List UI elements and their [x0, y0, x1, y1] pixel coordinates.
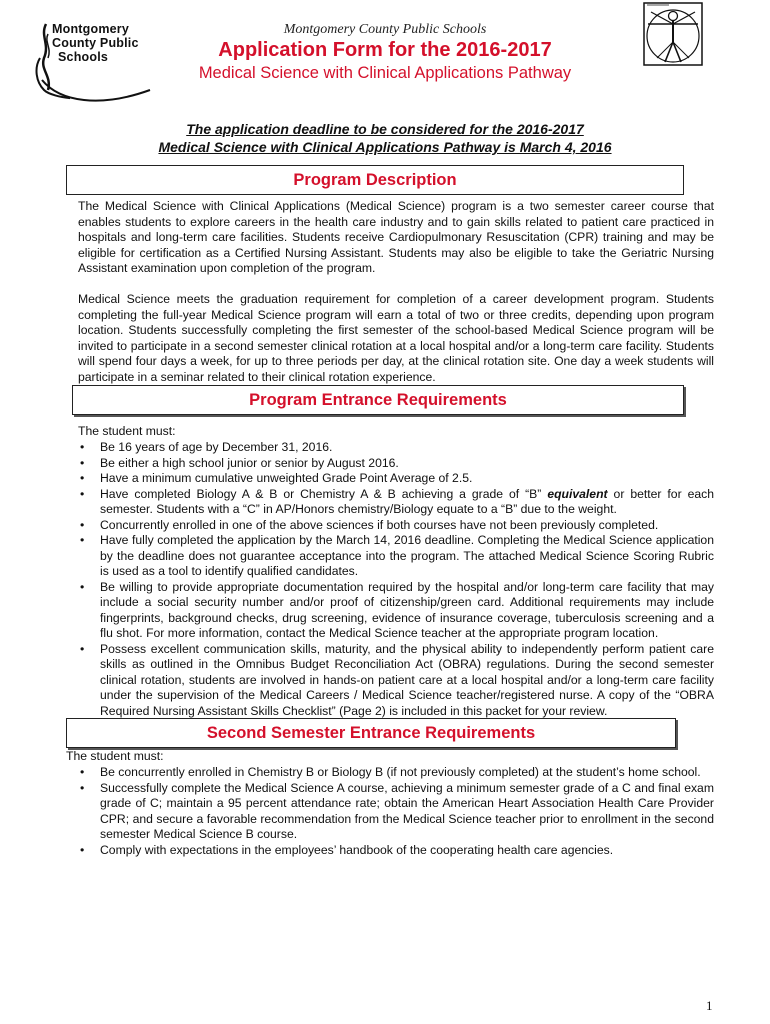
list-item: • Be willing to provide appropriate documentation required by the hospital and/or long-term care facility that may include a social security number and/or proof of citizenship/green card. Additional requirements may include fingerprints, background checks, drug screening, evidence of insurance coverage, tuberculosis screening and a flu shot. For more information, contact the Medical Science teacher at the appropriate program location. — [78, 580, 714, 642]
school-name: Montgomery County Public Schools — [283, 22, 487, 37]
list-item — [78, 487, 714, 518]
list-item: • Comply with expectations in the employees’ handbook of the cooperating health care agencies. — [78, 843, 714, 859]
second-semester-lead: The student must: — [66, 749, 164, 763]
list-item: • Concurrently enrolled in one of the above sciences if both courses have not been previously completed. — [78, 518, 714, 534]
deadline-line-1: The application deadline to be considered for the 2016-2017 — [186, 121, 584, 137]
second-semester-list — [78, 765, 714, 858]
list-item: • Have fully completed the application by the March 14, 2016 deadline. Completing the Medical Science application by the deadline does not guarantee acceptance into the program. The attached Medical Science Scoring Rubric is used as a tool to identify qualified candidates. — [78, 533, 714, 580]
entrance-requirements-list — [78, 440, 714, 719]
list-item: • Successfully complete the Medical Science A course, achieving a minimum semester grade of a C and final exam grade of C; maintain a 95 percent attendance rate; obtain the American Heart Association Health Care Provider CPR; and secure a favorable recommendation from the Medical Science teacher prior to enrollment in the second semester Medical Science B course. — [78, 781, 714, 843]
program-description-paragraph-1: The Medical Science with Clinical Applications (Medical Science) program is a two semester career course that enables students to explore careers in the health care industry and to gain skills related to patient care practiced in hospitals and long-term care facilities. Students receive Cardiopulmonary Resuscitation (CPR) training and may be eligible for certification as a Certified Nursing Assistant. Students may also be eligible to take the Geriatric Nursing Assistant examination upon completion of the program. — [78, 199, 714, 275]
page-title: Application Form for the 2016-2017 — [218, 39, 552, 61]
grade-requirement-text: Have completed Biology A & B or Chemistry A & B achieving a grade of “B” — [100, 486, 542, 501]
grade-requirement-text-cont: or better for each semester. Students with a “C” in AP/Honors chemistry/Biology equate to a “B” due to the weight. — [100, 486, 715, 516]
logo-line-2: County Public — [52, 36, 139, 50]
list-item: • Possess excellent communication skills, maturity, and the physical ability to independently perform patient care skills as outlined in the Omnibus Budget Reconciliation Act (OBRA) regulations. During the second semester clinical rotation, students are involved in hands-on patient care at a local hospital and/or a long-term care facility under the supervision of the Medical Careers / Medical Science teacher/registered nurse. A copy of the “OBRA Required Nursing Assistant Skills Checklist” (Page 2) is included in this packet for your review. — [78, 642, 714, 720]
equivalent-emphasis: equivalent — [547, 486, 608, 501]
deadline-line-2: Medical Science with Clinical Applications Pathway is March 4, 2016 — [158, 139, 612, 155]
program-description-heading: Program Description — [66, 165, 684, 195]
entrance-requirements-heading: Program Entrance Requirements — [72, 385, 684, 415]
entrance-requirements-lead: The student must: — [78, 424, 176, 438]
list-item: • Have a minimum cumulative unweighted Grade Point Average of 2.5. — [78, 471, 714, 487]
page-number: 1 — [706, 998, 713, 1013]
list-item: • Be either a high school junior or senior by August 2016. — [78, 456, 714, 472]
deadline-notice — [0, 120, 770, 156]
list-item: • Be concurrently enrolled in Chemistry B or Biology B (if not previously completed) at the student’s home school. — [78, 765, 714, 781]
second-semester-heading: Second Semester Entrance Requirements — [66, 718, 676, 748]
logo-line-1: Montgomery — [52, 22, 129, 36]
page-subtitle: Medical Science with Clinical Applications Pathway — [198, 64, 572, 82]
list-item: • Be 16 years of age by December 31, 2016. — [78, 440, 714, 456]
logo-line-3: Schools — [58, 50, 109, 64]
program-description-paragraph-2: Medical Science meets the graduation requirement for completion of a career development program. Students completing the full-year Medical Science program will earn a total of two or three credits, depending upon program location. Students successfully completing the first semester of the school-based Medical Science program will be invited to participate in a second semester clinical rotation at a local hospital and/or a long-term care facility. Students will spend four days a week, for up to three periods per day, at the clinical rotation site. One day a week students will participate in a seminar related to their clinical rotation experience. — [78, 292, 714, 384]
